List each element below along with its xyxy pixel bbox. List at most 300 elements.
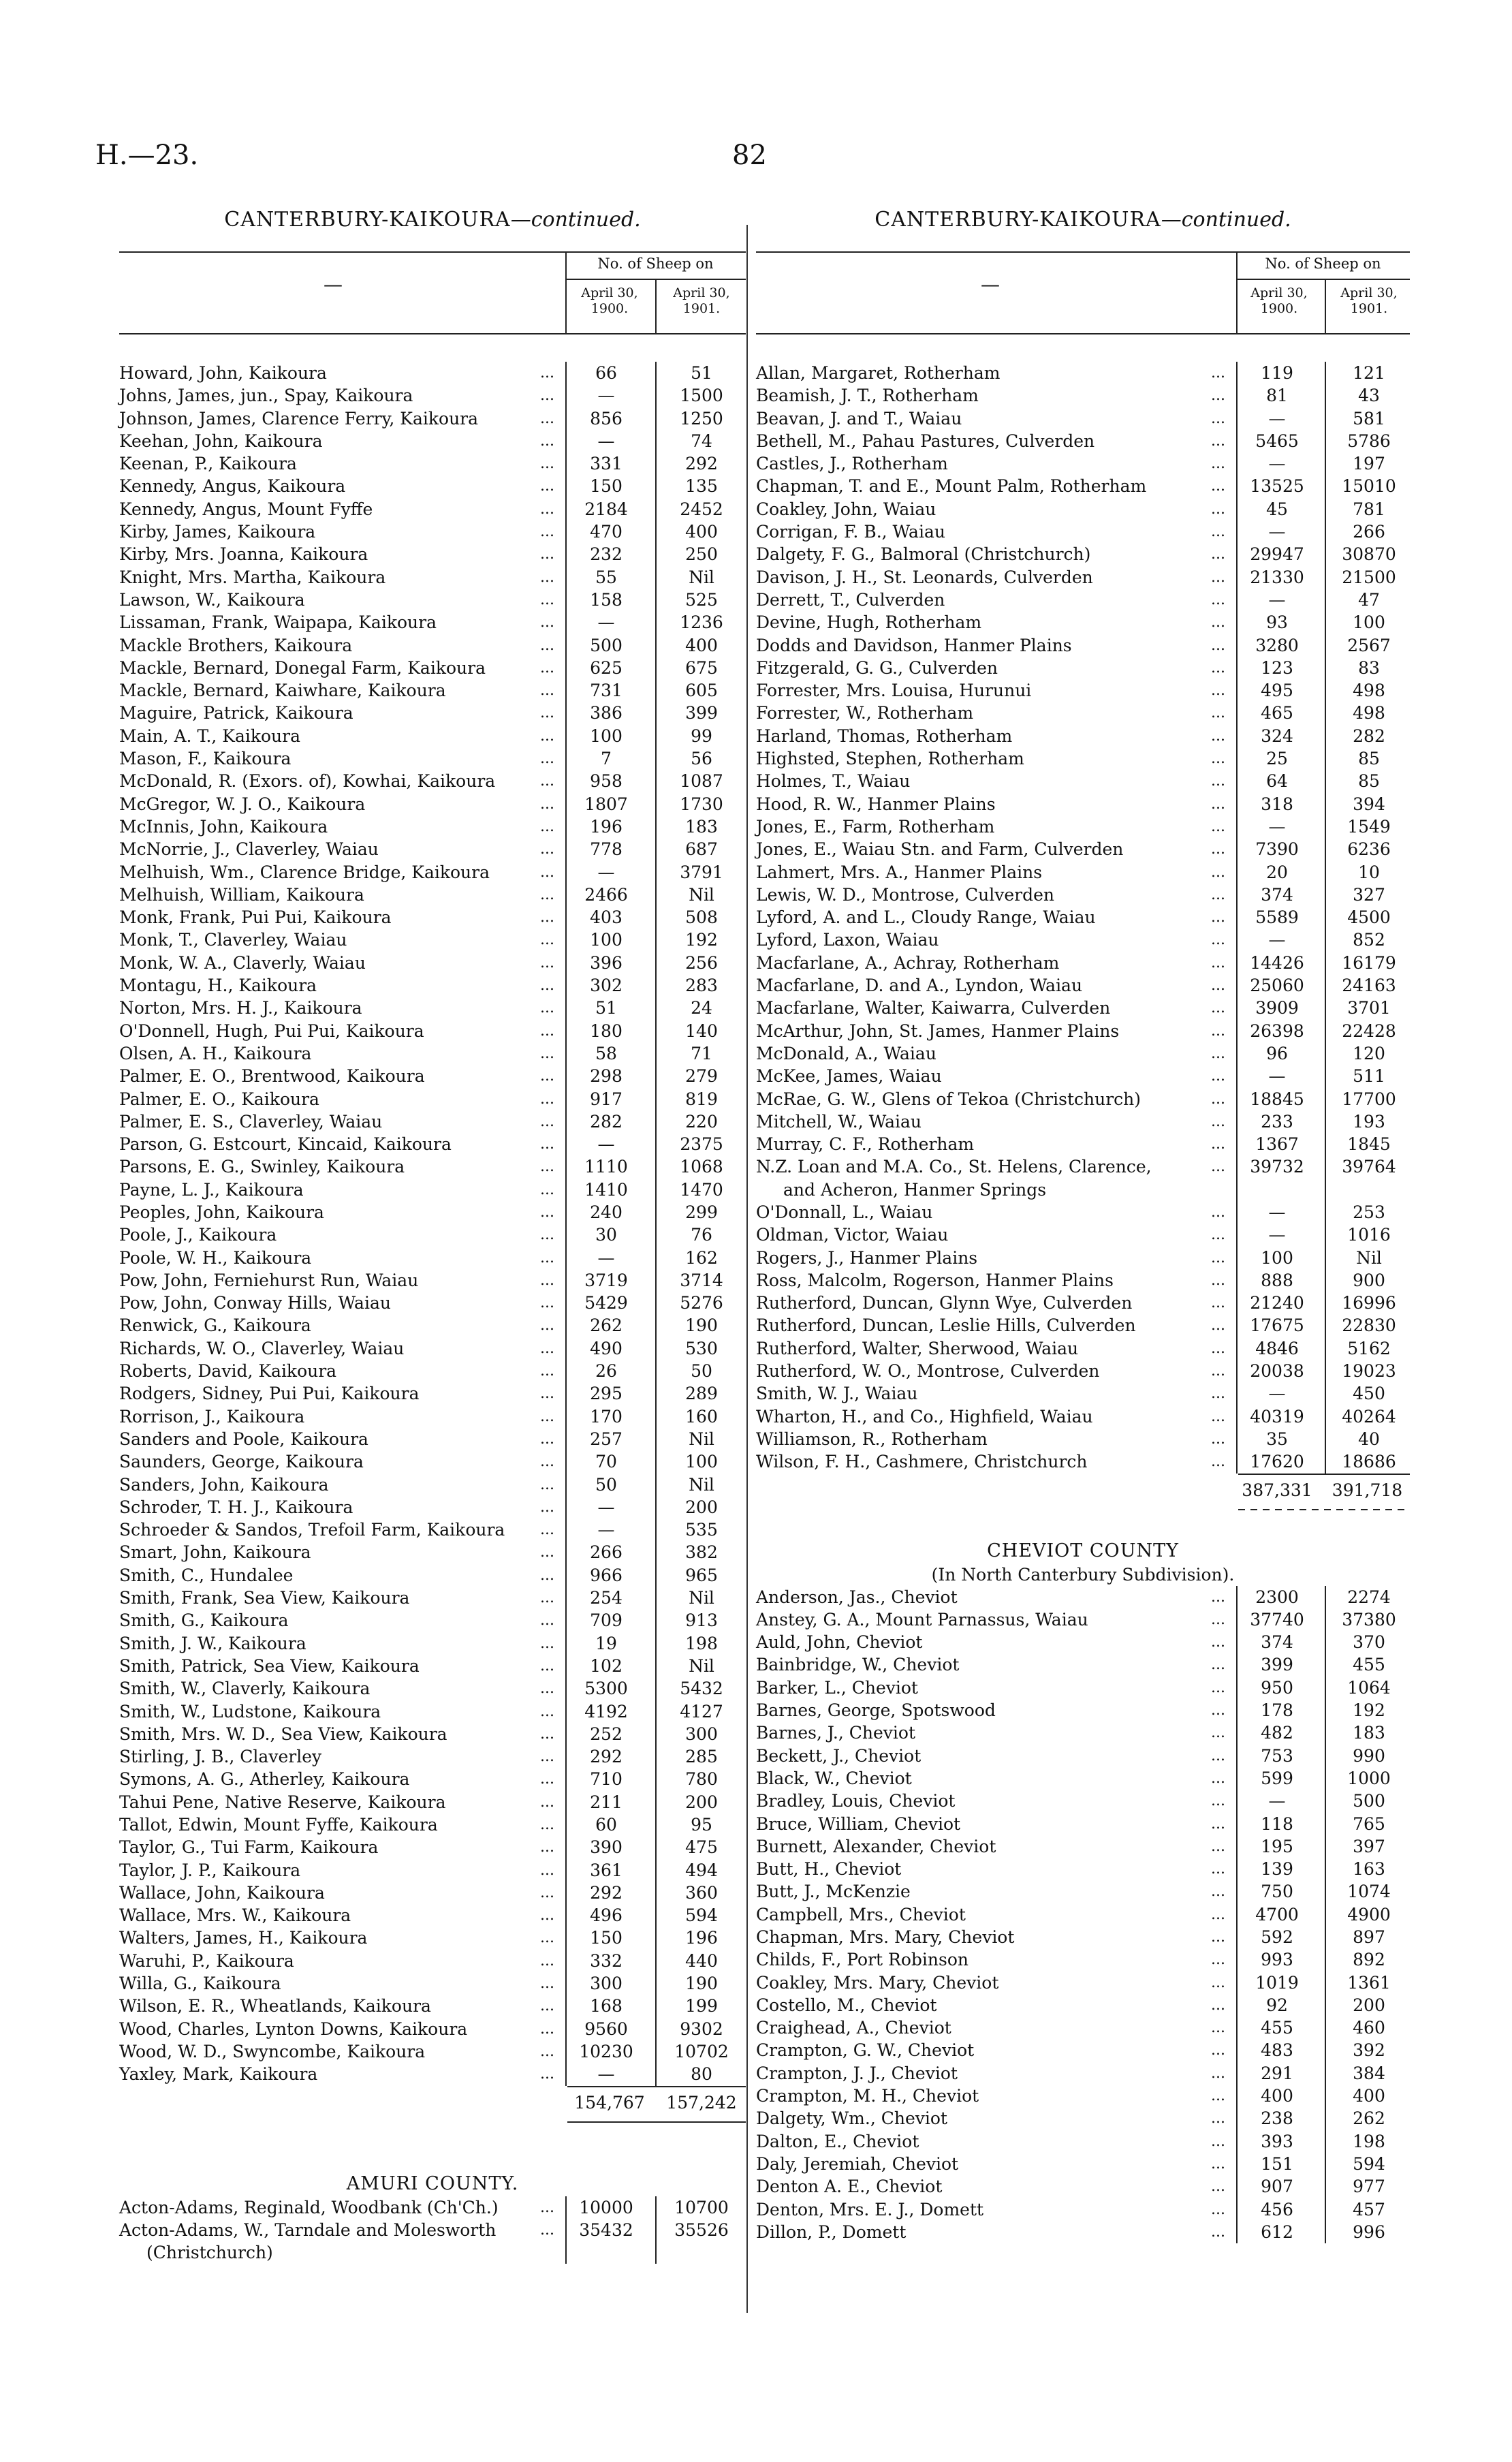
owner-name: Coakley, John, Waiau: [756, 499, 936, 519]
owner-name: Forrester, Mrs. Louisa, Hurunui: [756, 681, 1032, 701]
sheep-1901: 190: [685, 1315, 718, 1336]
sheep-1901: 200: [1353, 1995, 1385, 2015]
sheep-1901: 262: [1353, 2108, 1385, 2129]
column-divider: [746, 225, 748, 2313]
leader-dots: ...: [540, 1997, 554, 2015]
leader-dots: ...: [1211, 1249, 1225, 1266]
owner-name: Mitchell, W., Waiau: [756, 1111, 922, 1132]
owner-name: Pow, John, Conway Hills, Waiau: [119, 1293, 391, 1313]
sheep-1900: 18845: [1250, 1089, 1304, 1109]
sheep-1900: 709: [590, 1610, 623, 1631]
sheep-1900: 64: [1266, 771, 1288, 792]
owner-name: Walters, James, H., Kaikoura: [119, 1928, 368, 1948]
sheep-1900: 5429: [584, 1293, 628, 1313]
sheep-1901: Nil: [689, 1588, 714, 1608]
sheep-1900: 753: [1261, 1745, 1293, 1766]
sheep-1900: 29947: [1250, 544, 1304, 565]
table-row: [756, 1179, 1410, 1201]
table-row: [119, 1609, 746, 1632]
sheep-1900: 331: [590, 454, 623, 474]
owner-name: Beavan, J. and T., Waiau: [756, 408, 962, 428]
owner-name: Burnett, Alexander, Cheviot: [756, 1836, 996, 1856]
table-row: [756, 1133, 1410, 1155]
table-row: [756, 906, 1410, 929]
leader-dots: ...: [1211, 1588, 1225, 1606]
table-row: [756, 566, 1410, 589]
sheep-1901: 30870: [1342, 544, 1396, 565]
sheep-1901: 399: [685, 703, 718, 723]
sheep-1900: 37740: [1250, 1609, 1304, 1630]
owner-name: Harland, Thomas, Rotherham: [756, 726, 1013, 746]
owner-name: Smith, Patrick, Sea View, Kaikoura: [119, 1655, 420, 1676]
owner-name: Lahmert, Mrs. A., Hanmer Plains: [756, 862, 1043, 882]
owner-name: Bruce, William, Cheviot: [756, 1813, 961, 1834]
owner-name: Payne, L. J., Kaikoura: [119, 1179, 304, 1200]
owner-name: Rodgers, Sidney, Pui Pui, Kaikoura: [119, 1384, 420, 1404]
leader-dots: ...: [540, 1090, 554, 1108]
owner-name: Norton, Mrs. H. J., Kaikoura: [119, 998, 362, 1018]
table-row: [756, 2085, 1410, 2107]
sheep-1901: 22830: [1342, 1315, 1396, 1336]
leader-dots: ...: [540, 1498, 554, 1516]
sheep-1900: 292: [590, 1747, 623, 1767]
sheep-1900: 70: [595, 1452, 617, 1472]
leader-dots: ...: [1211, 1090, 1225, 1108]
owner-name: Taylor, J. P., Kaikoura: [119, 1860, 301, 1880]
leader-dots: ...: [1211, 1905, 1225, 1923]
leader-dots: ...: [540, 409, 554, 427]
right-table-header: [756, 251, 1410, 334]
sheep-1901: 10: [1358, 862, 1380, 882]
table-row: [119, 1155, 746, 1178]
owner-name: Howard, John, Kaikoura: [119, 363, 327, 383]
owner-name: Rutherford, Walter, Sherwood, Waiau: [756, 1338, 1079, 1358]
left-header-rule: [655, 280, 657, 333]
table-row: [756, 725, 1410, 747]
sheep-1900: 102: [590, 1655, 623, 1676]
owner-name: (Christchurch): [146, 2243, 273, 2263]
sheep-1901: 897: [1353, 1927, 1385, 1947]
leader-dots: ...: [1211, 1317, 1225, 1335]
sheep-1901: 360: [685, 1882, 718, 1903]
owner-name: Parsons, E. G., Swinley, Kaikoura: [119, 1157, 405, 1177]
table-row: [756, 634, 1410, 657]
sheep-1900: 180: [590, 1020, 623, 1041]
leader-dots: ...: [1211, 1068, 1225, 1085]
sheep-1900: 51: [595, 998, 617, 1018]
leader-dots: ...: [540, 1702, 554, 1720]
owner-name: O'Donnall, L., Waiau: [756, 1202, 933, 1222]
sheep-1901: 183: [685, 816, 718, 837]
leader-dots: ...: [540, 1362, 554, 1380]
sheep-1900: 291: [1261, 2063, 1293, 2083]
owner-name: Davison, J. H., St. Leonards, Culverden: [756, 567, 1093, 587]
sheep-1901: 39764: [1342, 1157, 1396, 1177]
left-title-text: CANTERBURY-KAIKOURA: [224, 208, 511, 232]
sheep-1900: 470: [590, 522, 623, 542]
owner-name: Willa, G., Kaikoura: [119, 1974, 281, 1994]
sheep-1901: 285: [685, 1747, 718, 1767]
sheep-1901: 37380: [1342, 1609, 1396, 1630]
table-row: [756, 1065, 1410, 1087]
amuri-table-body: [119, 2196, 746, 2264]
owner-name: Beckett, J., Cheviot: [756, 1745, 922, 1766]
sheep-1900: 21330: [1250, 567, 1304, 587]
sheep-1901: 1730: [680, 794, 723, 814]
table-row: [756, 362, 1410, 384]
leader-dots: ...: [1211, 614, 1225, 632]
sheep-1901: 675: [685, 657, 718, 678]
leader-dots: ...: [1211, 455, 1225, 473]
owner-name: Palmer, E. O., Kaikoura: [119, 1089, 319, 1109]
owner-name: Johnson, James, Clarence Ferry, Kaikoura: [119, 408, 479, 428]
table-row: [756, 929, 1410, 951]
sheep-1901: 1087: [680, 771, 723, 792]
owner-name: Wood, W. D., Swyncombe, Kaikoura: [119, 2041, 426, 2061]
sheep-1901: 780: [685, 1769, 718, 1790]
sheep-1900: 39732: [1250, 1157, 1304, 1177]
owner-name: Anstey, G. A., Mount Parnassus, Waiau: [756, 1609, 1088, 1630]
table-row: [756, 770, 1410, 792]
sheep-1901: 253: [1353, 1202, 1385, 1222]
sheep-1901: 100: [1353, 612, 1385, 633]
leader-dots: ...: [1211, 409, 1225, 427]
sheep-1900: 168: [590, 1996, 623, 2016]
sheep-1900: 500: [590, 635, 623, 655]
owner-name: Wilson, E. R., Wheatlands, Kaikoura: [119, 1996, 431, 2016]
table-row: [756, 1224, 1410, 1246]
left-title-suffix: —continued.: [510, 208, 641, 232]
sheep-1900: 332: [590, 1950, 623, 1971]
owner-name: Smart, John, Kaikoura: [119, 1542, 311, 1563]
sheep-1900: 4700: [1255, 1904, 1299, 1925]
leader-dots: ...: [540, 432, 554, 450]
table-row: [119, 1518, 746, 1541]
table-row: [756, 2130, 1410, 2153]
owner-name: Bradley, Louis, Cheviot: [756, 1791, 956, 1811]
owner-name: Tahui Pene, Native Reserve, Kaikoura: [119, 1792, 446, 1812]
owner-name: Rogers, J., Hanmer Plains: [756, 1247, 978, 1268]
leader-dots: ...: [1211, 500, 1225, 518]
sheep-1900: 612: [1261, 2222, 1293, 2242]
table-row: [119, 1292, 746, 1314]
table-row: [119, 589, 746, 611]
owner-name: Jones, E., Farm, Rotherham: [756, 816, 995, 837]
table-row: [119, 906, 746, 929]
sheep-1901: 990: [1353, 1745, 1385, 1766]
sheep-1900: 856: [590, 408, 623, 428]
owner-name: Forrester, W., Rotherham: [756, 703, 974, 723]
leader-dots: ...: [540, 2221, 554, 2239]
leader-dots: ...: [540, 1068, 554, 1085]
leader-dots: ...: [540, 841, 554, 858]
table-row: [119, 1813, 746, 1836]
leader-dots: ...: [540, 387, 554, 405]
sheep-1901: 40264: [1342, 1406, 1396, 1427]
owner-name: Tallot, Edwin, Mount Fyffe, Kaikoura: [119, 1815, 438, 1835]
sheep-1901: 4127: [680, 1701, 723, 1721]
sheep-1901: 511: [1353, 1066, 1385, 1087]
leader-dots: ...: [1211, 1136, 1225, 1153]
leader-dots: ...: [540, 750, 554, 768]
owner-name: McGregor, W. J. O., Kaikoura: [119, 794, 366, 814]
table-row: [756, 611, 1410, 634]
leader-dots: ...: [540, 1158, 554, 1176]
owner-name: Mackle Brothers, Kaikoura: [119, 635, 353, 655]
leader-dots: ...: [1211, 1951, 1225, 1969]
sheep-1900: 100: [1261, 1247, 1293, 1268]
sheep-1900: —: [1268, 408, 1286, 428]
sheep-1901: 74: [691, 431, 712, 451]
table-row: [119, 1632, 746, 1655]
sheep-1901: 382: [685, 1542, 718, 1563]
sheep-1901: 35526: [674, 2219, 729, 2240]
sheep-1901: 16179: [1342, 952, 1396, 973]
left-header-sheep-on: No. of Sheep on: [597, 255, 714, 272]
owner-name: Murray, C. F., Rotherham: [756, 1134, 975, 1155]
leader-dots: ...: [540, 1612, 554, 1630]
leader-dots: ...: [540, 1907, 554, 1925]
table-row: [119, 634, 746, 657]
sheep-1900: —: [597, 2064, 615, 2085]
table-row: [119, 611, 746, 634]
sheep-1901: 494: [685, 1860, 718, 1880]
leader-dots: ...: [540, 455, 554, 473]
sheep-1901: 196: [685, 1928, 718, 1948]
owner-name: Acton-Adams, Reginald, Woodbank (Ch'Ch.): [119, 2197, 499, 2217]
sheep-1900: 30: [595, 1225, 617, 1245]
right-header-underline: [1236, 279, 1410, 280]
sheep-1901: 440: [685, 1950, 718, 1971]
table-row: [119, 1995, 746, 2017]
sheep-1901: 965: [685, 1565, 718, 1585]
table-row: [756, 1948, 1410, 1971]
sheep-1900: 232: [590, 544, 623, 565]
leader-dots: ...: [540, 1249, 554, 1266]
sheep-1901: 17700: [1342, 1089, 1396, 1109]
sheep-1900: 917: [590, 1089, 623, 1109]
sheep-1900: 295: [590, 1384, 623, 1404]
table-row: [756, 1155, 1410, 1178]
table-row: [756, 1926, 1410, 1948]
owner-name: Kennedy, Angus, Kaikoura: [119, 476, 346, 497]
leader-dots: ...: [1211, 636, 1225, 654]
table-row: [119, 1405, 746, 1428]
leader-dots: ...: [1211, 886, 1225, 903]
sheep-1901: 83: [1358, 657, 1380, 678]
left-total-rule-top: [567, 2086, 746, 2087]
owner-name: Chapman, T. and E., Mount Palm, Rotherham: [756, 476, 1147, 497]
sheep-1900: 3909: [1255, 998, 1299, 1018]
leader-dots: ...: [1211, 1656, 1225, 1674]
owner-name: Dalton, E., Cheviot: [756, 2131, 919, 2151]
leader-dots: ...: [540, 1203, 554, 1221]
owner-name: Mason, F., Kaikoura: [119, 749, 292, 769]
owner-name: Butt, J., McKenzie: [756, 1882, 911, 1902]
leader-dots: ...: [540, 478, 554, 495]
leader-dots: ...: [540, 1044, 554, 1062]
sheep-1901: 16996: [1342, 1293, 1396, 1313]
owner-name: Macfarlane, D. and A., Lyndon, Waiau: [756, 976, 1083, 996]
page-header: [0, 140, 1512, 181]
owner-name: Bethell, M., Pahau Pastures, Culverden: [756, 431, 1095, 451]
table-row: [756, 407, 1410, 430]
leader-dots: ...: [540, 2066, 554, 2083]
leader-dots: ...: [540, 817, 554, 835]
table-row: [119, 452, 746, 475]
table-row: [756, 1745, 1410, 1767]
owner-name: Smith, W., Ludstone, Kaikoura: [119, 1701, 381, 1721]
page-number: 82: [732, 140, 767, 171]
leader-dots: ...: [1211, 2132, 1225, 2150]
leader-dots: ...: [1211, 795, 1225, 813]
leader-dots: ...: [540, 886, 554, 903]
sheep-1901: 400: [685, 635, 718, 655]
right-header-year-a: April 30, 1900.: [1250, 285, 1308, 316]
right-total-rule-top: [1238, 1474, 1410, 1475]
table-row: [756, 1903, 1410, 1926]
table-row: [756, 1337, 1410, 1360]
owner-name: Derrett, T., Culverden: [756, 589, 945, 610]
sheep-1900: 1807: [584, 794, 628, 814]
sheep-1901: 51: [691, 363, 712, 383]
table-row: [119, 1745, 746, 1768]
sheep-1900: 396: [590, 952, 623, 973]
leader-dots: ...: [1211, 591, 1225, 608]
table-row: [119, 679, 746, 702]
table-row: [756, 815, 1410, 838]
leader-dots: ...: [540, 1657, 554, 1674]
table-row: [756, 2062, 1410, 2085]
owner-name: McDonald, R. (Exors. of), Kowhai, Kaikoura: [119, 771, 496, 792]
sheep-1901: 508: [685, 907, 718, 928]
sheep-1900: —: [1268, 1202, 1286, 1222]
sheep-1901: 47: [1358, 589, 1380, 610]
sheep-1901: 687: [685, 839, 718, 860]
leader-dots: ...: [540, 636, 554, 654]
leader-dots: ...: [1211, 1112, 1225, 1130]
sheep-1900: 257: [590, 1429, 623, 1449]
sheep-1900: 123: [1261, 657, 1293, 678]
right-total-rule-bottom: [1238, 1509, 1410, 1510]
leader-dots: ...: [1211, 1022, 1225, 1040]
table-row: [756, 1428, 1410, 1450]
table-row: [119, 1382, 746, 1405]
right-total-row: [756, 1474, 1410, 1512]
table-row: [119, 1677, 746, 1700]
leader-dots: ...: [540, 977, 554, 995]
owner-name: Melhuish, Wm., Clarence Bridge, Kaikoura: [119, 862, 490, 882]
sheep-1901: 22428: [1342, 1020, 1396, 1041]
table-row: [756, 1699, 1410, 1721]
leader-dots: ...: [540, 1453, 554, 1471]
sheep-1900: —: [597, 431, 615, 451]
sheep-1900: —: [597, 1497, 615, 1517]
table-row: [756, 1835, 1410, 1858]
sheep-1901: 9302: [680, 2019, 723, 2039]
sheep-1901: 457: [1353, 2199, 1385, 2219]
leader-dots: ...: [1211, 2042, 1225, 2059]
leader-dots: ...: [1211, 2087, 1225, 2105]
sheep-1900: 26: [595, 1361, 617, 1382]
sheep-1901: 781: [1353, 499, 1385, 519]
owner-name: Crampton, G. W., Cheviot: [756, 2040, 975, 2061]
table-row: [756, 1088, 1410, 1110]
sheep-1900: 17620: [1250, 1452, 1304, 1472]
sheep-1900: 14426: [1250, 952, 1304, 973]
sheep-1900: —: [1268, 589, 1286, 610]
leader-dots: ...: [540, 1793, 554, 1811]
sheep-1901: 1470: [680, 1179, 723, 1200]
sheep-1900: 119: [1261, 363, 1293, 383]
table-row: [119, 475, 746, 497]
leader-dots: ...: [1211, 841, 1225, 858]
table-row: [119, 1655, 746, 1677]
leader-dots: ...: [540, 704, 554, 722]
table-row: [119, 952, 746, 974]
leader-dots: ...: [540, 1476, 554, 1493]
sheep-1901: 100: [685, 1452, 718, 1472]
table-row: [119, 2241, 746, 2264]
sheep-1900: 7: [601, 749, 612, 769]
sheep-1900: 5465: [1255, 431, 1299, 451]
sheep-1900: 35: [1266, 1429, 1288, 1449]
owner-name: Dalgety, Wm., Cheviot: [756, 2108, 947, 2129]
sheep-1900: 403: [590, 907, 623, 928]
left-header-year-b: April 30, 1901.: [673, 285, 730, 316]
sheep-1900: 3719: [584, 1270, 628, 1290]
sheep-1900: 10000: [579, 2197, 633, 2217]
sheep-1901: 282: [1353, 726, 1385, 746]
leader-dots: ...: [1211, 523, 1225, 541]
leader-dots: ...: [540, 364, 554, 381]
sheep-1900: 55: [595, 567, 617, 587]
leader-dots: ...: [540, 1748, 554, 1766]
table-row: [119, 1428, 746, 1450]
sheep-1900: 10230: [579, 2041, 633, 2061]
owner-name: Wallace, Mrs. W., Kaikoura: [119, 1905, 351, 1926]
table-row: [119, 725, 746, 747]
sheep-1900: 35432: [579, 2219, 633, 2240]
table-row: [756, 1292, 1410, 1314]
leader-dots: ...: [540, 1271, 554, 1289]
left-total-rule-bottom: [567, 2121, 746, 2123]
owner-name: Dillon, P., Domett: [756, 2222, 907, 2242]
sheep-1900: 966: [590, 1565, 623, 1585]
sheep-1900: —: [597, 1134, 615, 1155]
sheep-1901: 5162: [1347, 1338, 1391, 1358]
leader-dots: ...: [540, 1136, 554, 1153]
table-row: [756, 1767, 1410, 1790]
sheep-1901: 581: [1353, 408, 1385, 428]
sheep-1901: 384: [1353, 2063, 1385, 2083]
owner-name: Dodds and Davidson, Hanmer Plains: [756, 635, 1072, 655]
right-total-1900: 387,331: [1242, 1480, 1312, 1500]
leader-dots: ...: [1211, 1724, 1225, 1742]
leader-dots: ...: [540, 1521, 554, 1539]
leader-dots: ...: [540, 999, 554, 1017]
sheep-1901: 594: [685, 1905, 718, 1926]
owner-name: Kirby, Mrs. Joanna, Kaikoura: [119, 544, 368, 565]
sheep-1901: 198: [1353, 2131, 1385, 2151]
table-row: [119, 520, 746, 543]
sheep-1900: 300: [590, 1974, 623, 1994]
sheep-1901: 24: [691, 998, 712, 1018]
sheep-1901: 200: [685, 1497, 718, 1517]
sheep-1900: 400: [1261, 2086, 1293, 2106]
leader-dots: ...: [540, 1680, 554, 1698]
sheep-1901: 498: [1353, 681, 1385, 701]
